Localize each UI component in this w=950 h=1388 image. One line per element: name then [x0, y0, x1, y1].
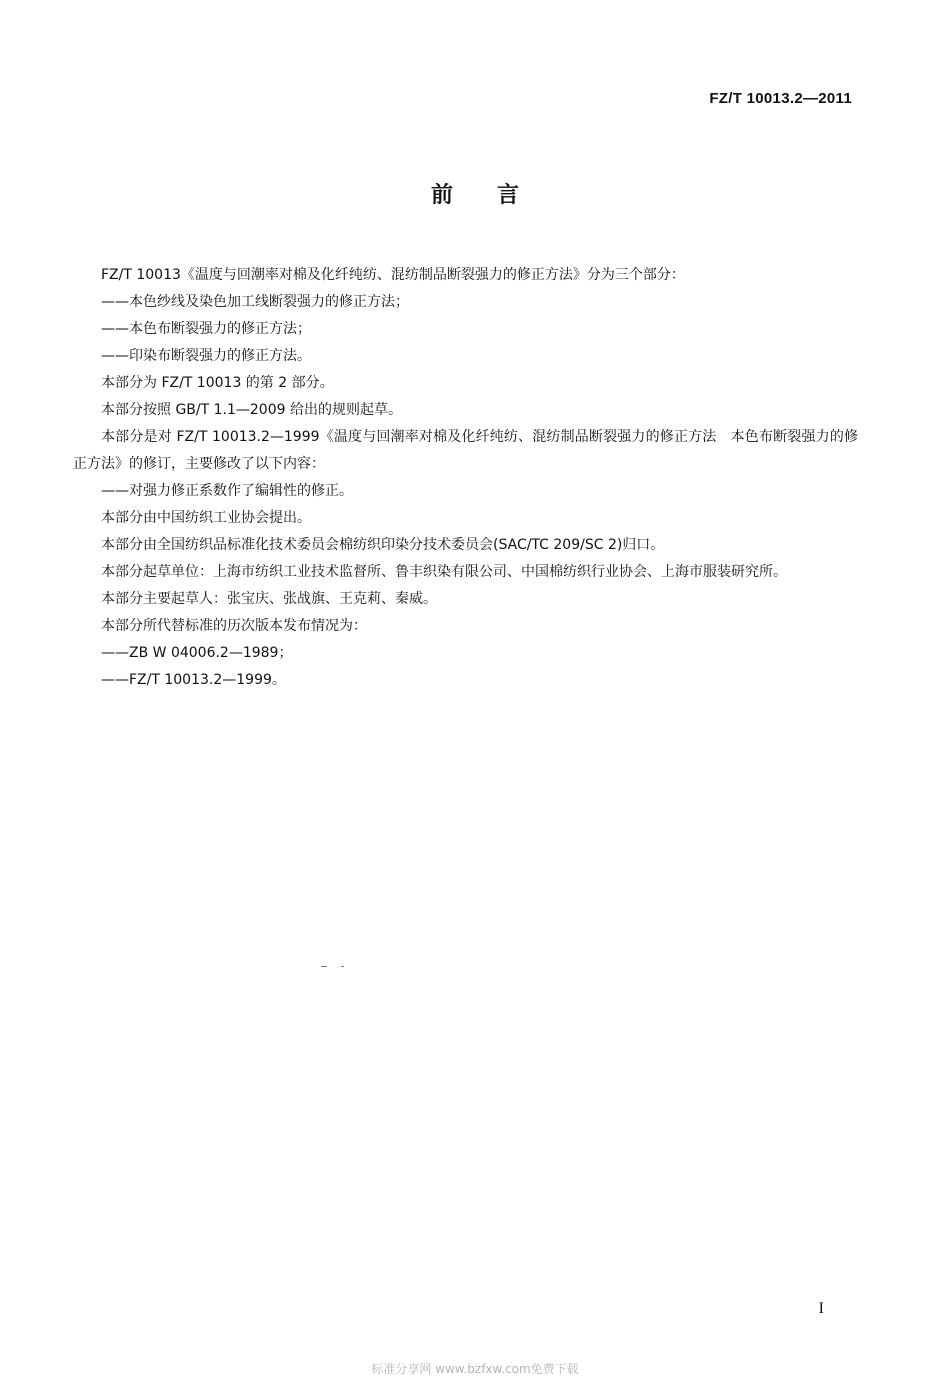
footer-watermark: 标准分享网 www.bzfxw.com免费下载 — [371, 1362, 579, 1376]
paragraph-drafters: 本部分主要起草人：张宝庆、张战旗、王克莉、秦威。 — [101, 591, 437, 607]
paragraph-history: 本部分所代替标准的历次版本发布情况为： — [101, 618, 367, 634]
page-number: I — [818, 1300, 824, 1317]
list-item-part-2: ——本色布断裂强力的修正方法； — [101, 321, 311, 337]
page-title: 前言 — [430, 183, 563, 208]
list-item-part-3: ——印染布断裂强力的修正方法。 — [101, 348, 311, 364]
paragraph-revision: 本部分是对 FZ/T 10013.2—1999《温度与回潮率对棉及化纤纯纺、混纺制品断裂强力的修正方法 本色布断裂强力的修正方法》的修订，主要修改了以下内容： — [73, 429, 858, 472]
paragraph-drafting-rules: 本部分按照 GB/T 1.1—2009 给出的规则起草。 — [101, 402, 402, 418]
list-item-change: ——对强力修正系数作了编辑性的修正。 — [101, 483, 353, 499]
standard-code: FZ/T 10013.2—2011 — [709, 90, 852, 107]
paragraph-intro: FZ/T 10013《温度与回潮率对棉及化纤纯纺、混纺制品断裂强力的修正方法》分为三个部分： — [101, 267, 685, 283]
paragraph-committee: 本部分由全国纺织品标准化技术委员会棉纺织印染分技术委员会(SAC/TC 209/SC 2)归口。 — [101, 537, 665, 553]
foreword-body — [73, 262, 858, 694]
scan-speck — [341, 966, 344, 967]
paragraph-proposed-by: 本部分由中国纺织工业协会提出。 — [101, 510, 311, 526]
list-item-part-1: ——本色纱线及染色加工线断裂强力的修正方法； — [101, 294, 409, 310]
list-item-history-1: ——ZB W 04006.2—1989； — [101, 645, 293, 661]
paragraph-drafting-units: 本部分起草单位：上海市纺织工业技术监督所、鲁丰织染有限公司、中国棉纺织行业协会、上海市服装研究所。 — [101, 564, 787, 580]
list-item-history-2: ——FZ/T 10013.2—1999。 — [101, 672, 286, 688]
scan-speck — [321, 966, 327, 967]
paragraph-part-number: 本部分为 FZ/T 10013 的第 2 部分。 — [101, 375, 334, 391]
